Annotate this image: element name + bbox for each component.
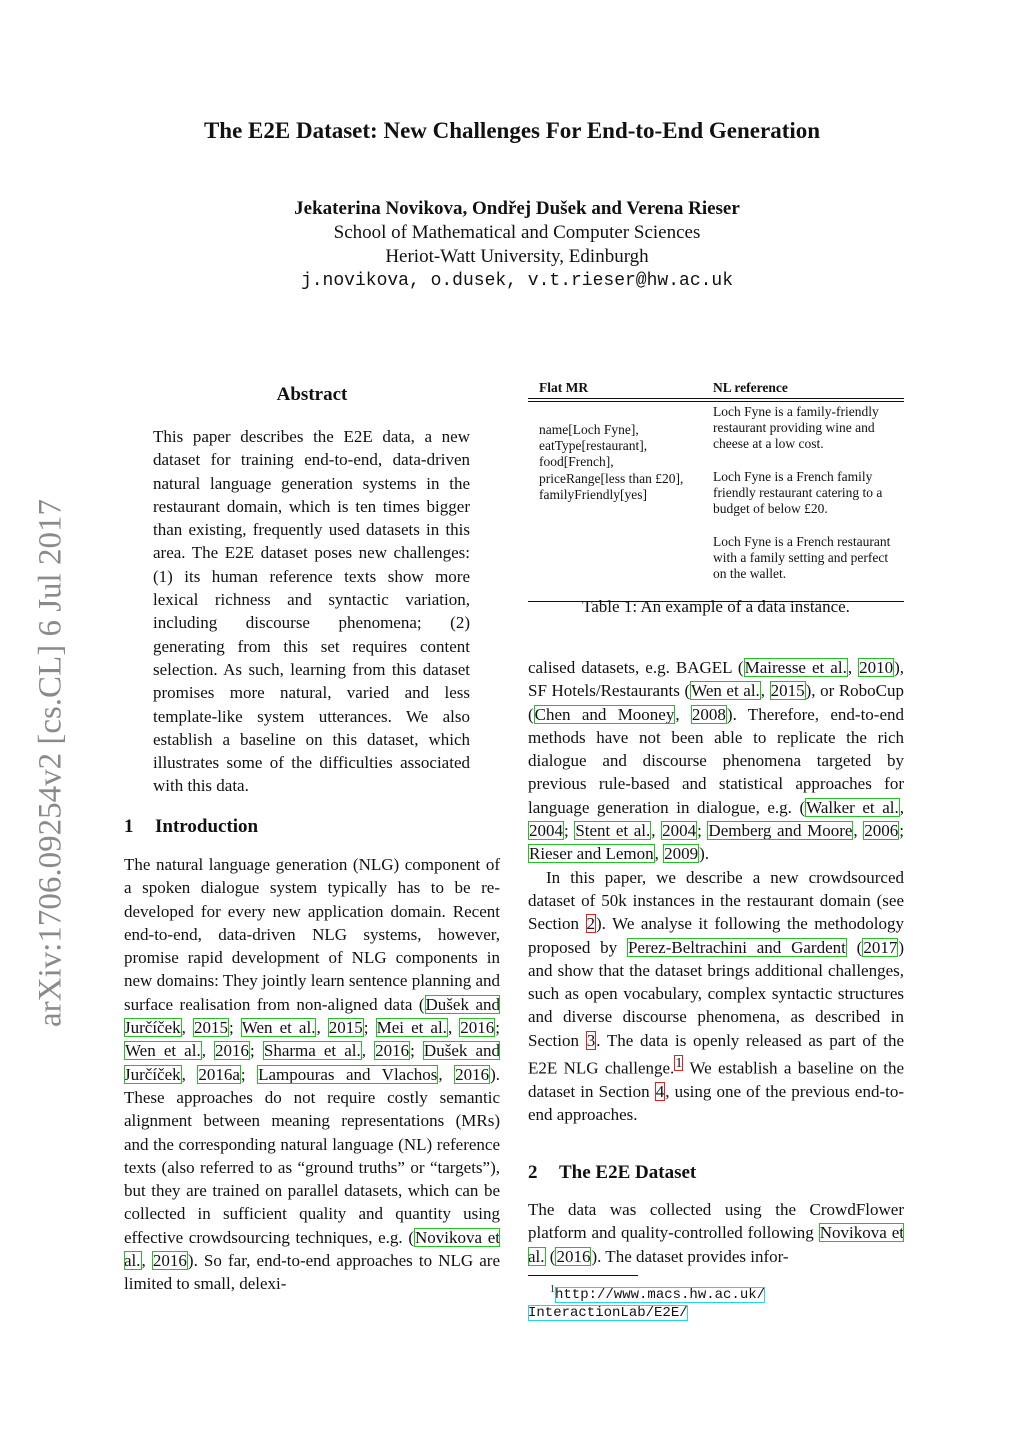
citation-link[interactable]: Walker et al. [806,797,899,817]
table-nl-cell [713,404,903,598]
citation-link[interactable]: 2015 [193,1018,228,1038]
text-run: ). The dataset provides infor- [591,1246,789,1266]
citation-link[interactable]: Stent et al. [575,821,651,841]
citation-link[interactable]: 2016 [375,1041,410,1061]
text-run: ). Therefore, end-to-end methods have not been able to replicate the rich dialogue and discourse phenomena targeted by previous rule-based and statistical approaches for language generation in dialogue, e.g. ( [528,704,904,817]
abstract-text: This paper describes the E2E data, a new dataset for training end-to-end, data-driven natural language generation systems in the restaurant domain, which is ten times bigger than existing, frequently used datasets in this area. The E2E dataset poses new challenges: (1) its human reference texts show more lexical richness and syntactic variation, including discourse phenomena; (2) generating from this set requires content selection. As such, learning from this dataset promises more natural, varied and less template-like system utterances. We also establish a baseline on this dataset, which illustrates some of the difficulties associated with this data. [153,427,470,796]
author-university: Heriot-Watt University, Edinburgh [385,246,649,267]
citation-link[interactable]: 2009 [664,844,699,864]
citation-link[interactable]: 2017 [863,937,898,957]
arxiv-id: arXiv:1706.09254v2 [cs.CL] 6 Jul 2017 [32,498,69,1027]
nl-reference: Loch Fyne is a French restaurant with a family setting and perfect on the wallet. [713,533,891,581]
citation-link[interactable]: 2016 [152,1251,187,1271]
mr-line: familyFriendly[yes] [539,486,647,502]
section-2-heading [528,1162,696,1184]
text-run: calised datasets, e.g. BAGEL ( [528,658,744,677]
mr-line: name[Loch Fyne], [539,422,639,437]
text-run: In this paper, we describe a new crowdsourced dataset of 50k instances in the restaurant domain (see Section [528,867,904,934]
citation-link[interactable]: Wen et al. [241,1018,316,1038]
citation-link[interactable]: Dušek and Jurčíček [124,994,500,1038]
citation-link[interactable]: Dušek and Jurčíček [124,1041,500,1084]
citation-link[interactable]: 2004 [662,821,697,841]
table-header-flat-mr: Flat MR [539,380,589,395]
text-run: The data was collected using the CrowdFlower platform and quality-controlled following [528,1200,904,1243]
text-run: ). These approaches do not require costly semantic alignment between meaning representations (MRs) and the corresponding natural language (NL) reference texts (also referred to as “ground truths” or “targets”), but they are trained on parallel datasets, which can be collected in sufficient quality and quantity using effective crowdsourcing techniques, e.g. ( [124,1064,501,1247]
citation-link[interactable]: 2008 [691,704,726,724]
author-names: Jekaterina Novikova, Ondřej Dušek and Verena Rieser [294,198,740,219]
citation-link[interactable]: Rieser and Lemon [529,844,654,864]
table-mr-cell [539,422,709,503]
text-run: ) and show that the dataset brings additional challenges, such as open vocabulary, complex syntactic structures and diverse discourse phenomena, as described in Section [528,937,904,1050]
author-department: School of Mathematical and Computer Sciences [333,222,701,243]
footnote-number: 1 [550,1284,555,1295]
citation-link[interactable]: Chen and Mooney [534,704,675,724]
citation-link[interactable]: 2004 [529,821,563,841]
section-number: 1 [124,816,134,837]
citation-link[interactable]: Wen et al. [125,1041,201,1061]
citation-link[interactable]: Novikova et al. [124,1227,500,1271]
footnote-url-link[interactable]: InteractionLab/E2E/ [528,1304,688,1321]
footnote-ref-link[interactable]: 1 [675,1055,683,1072]
intro-paragraph: The natural language generation (NLG) component of a spoken dialogue system typically has to be re-developed for every new application domain. Recent end-to-end, data-driven NLG systems, however, promise rapid development of NLG components in new domains: They jointly learn sentence planning and surface realisation from non-aligned data (Dušek and Jurčíček, 2015; Wen et al., 2015; Mei et al., 2016; Wen et al., 2016; Sharma et al., 2016; Dušek and Jurčíček, 2016a; Lampouras and Vlachos, 2016). These approaches do not require costly semantic alignment between meaning representations (MRs) and the corresponding natural language (NL) reference texts (also referred to as “ground truths” or “targets”), but they are trained on parallel datasets, which can be collected in sufficient quality and quantity using effective crowdsourcing techniques, e.g. (Novikova et al., 2016). So far, end-to-end approaches to NLG are limited to small, delexi- [124,855,501,1294]
section-ref-link[interactable]: 4 [655,1082,665,1101]
text-run: , using one of the previous end-to-end approaches. [528,1082,905,1125]
table-header-row [528,380,904,398]
text-run: . The data is openly released as part of the E2E NLG challenge. [528,1030,904,1078]
abstract-heading: Abstract [276,384,348,405]
footnote-url-link[interactable]: http://www.macs.hw.ac.uk/ [555,1286,766,1303]
citation-link[interactable]: 2016 [460,1018,495,1038]
section-1-heading [124,816,258,838]
section-ref-link[interactable]: 2 [586,914,596,934]
section-title: The E2E Dataset [559,1162,697,1183]
text-run: ). We analyse it following the methodology proposed by [528,914,904,957]
citation-link[interactable]: Mairesse et al. [744,658,847,677]
text-run: ), or RoboCup ( [528,681,905,724]
citation-link[interactable]: Demberg and Moore [708,821,853,841]
table-top-rule [528,398,904,402]
table-header-nl-reference: NL reference [713,380,788,395]
mr-line: eatType[restaurant], [539,438,648,454]
text-run: We establish a baseline on the dataset in Section [528,1058,904,1101]
citation-link[interactable]: 2016 [556,1246,591,1266]
citation-link[interactable]: Sharma et al. [263,1041,361,1061]
citation-link[interactable]: Wen et al. [691,681,760,701]
nl-reference: Loch Fyne is a French family friendly restaurant catering to a budget of below £20. [713,468,883,517]
author-block [0,197,1024,293]
section-number: 2 [528,1162,538,1183]
citation-link[interactable]: 2010 [859,658,894,677]
citation-link[interactable]: 2006 [864,821,899,841]
citation-link[interactable]: 2015 [328,1018,363,1038]
paper-title: The E2E Dataset: New Challenges For End-to-End Generation [203,118,821,143]
footnote-line [528,1281,908,1304]
citation-link[interactable]: Novikova et al. [528,1223,904,1266]
citation-link[interactable]: 2016 [455,1064,490,1084]
dataset-paragraph: The data was collected using the CrowdFlower platform and quality-controlled following Novikova et al. (2016). The dataset provides infor- [528,1200,904,1266]
footnote [528,1281,908,1322]
data-table [528,380,904,584]
section-ref-link[interactable]: 3 [586,1030,596,1050]
citation-link[interactable]: Lampouras and Vlachos [258,1064,438,1084]
arxiv-stamp [30,480,72,1045]
text-run: The natural language generation (NLG) component of a spoken dialogue system typically has to be re-developed for every new application domain. Recent end-to-end, data-driven NLG systems, however, promise rapid development of NLG components in new domains: They jointly learn sentence planning and surface realisation from non-aligned data ( [124,855,500,1014]
table-body [528,404,904,584]
citation-link[interactable]: Perez-Beltrachini and Gardent [627,937,846,957]
table-caption: Table 1: An example of a data instance. [582,597,850,616]
citation-link[interactable]: 2015 [770,681,805,701]
section-title: Introduction [155,816,259,837]
paragraph: In this paper, we describe a new crowdsourced dataset of 50k instances in the restaurant domain (see Section 2). We analyse it following the methodology proposed by Perez-Beltrachini and Gardent (2017) and show that the dataset brings additional challenges, such as open vocabulary, complex syntactic structures and diverse discourse phenomena, as described in Section 3. The data is openly released as part of the E2E NLG challenge.$^1$ We establish a baseline on the dataset in Section 4, using one of the previous end-to-end approaches. [528,867,905,1125]
nl-reference: Loch Fyne is a family-friendly restaurant providing wine and cheese at a low cost. [713,404,879,452]
paragraph: calised datasets, e.g. BAGEL (Mairesse et al., 2010), SF Hotels/Restaurants (Wen et al., 2015), or RoboCup (Chen and Mooney, 2008). Therefore, end-to-end methods have not been able to replicate the rich dialogue and discourse phenomena targeted by previous rule-based and statistical approaches for language generation in dialogue, e.g. (Walker et al., 2004; Stent et al., 2004; Demberg and Moore, 2006; Rieser and Lemon, 2009). [528,658,905,864]
citation-link[interactable]: Mei et al. [376,1018,447,1038]
mr-line: food[French], [539,454,614,470]
footnote-rule [528,1275,638,1276]
citation-link[interactable]: 2016a [198,1064,240,1084]
mr-line: priceRange[less than £20], [539,470,684,486]
citation-link[interactable]: 2016 [215,1041,250,1061]
footnote-line [528,1304,908,1322]
intro-continuation [528,656,904,1127]
text-run: ), SF Hotels/Restaurants ( [528,658,905,701]
author-email: j.novikova, o.dusek, v.t.rieser@hw.ac.uk [300,271,734,291]
text-run: ). So far, end-to-end approaches to NLG are limited to small, delexi- [124,1251,501,1294]
